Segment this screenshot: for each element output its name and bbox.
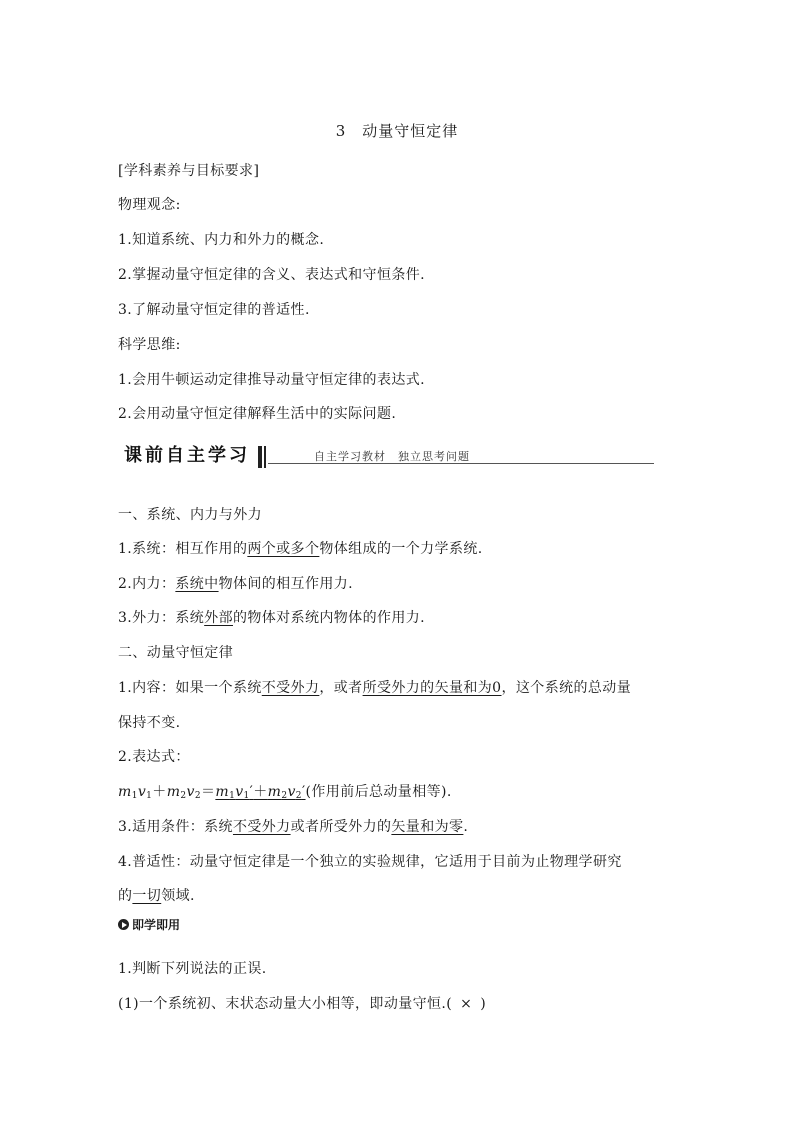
- text: 3.适用条件：系统: [118, 819, 233, 835]
- plus-sign: ＋: [152, 784, 167, 800]
- underlined-answer: 矢量和为零: [391, 819, 464, 835]
- text: ): [480, 996, 487, 1012]
- underlined-answer: 两个或多个: [247, 541, 320, 557]
- underlined-answer: 所受外力的矢量和为0: [362, 680, 502, 696]
- concept-label: 物理观念:: [118, 197, 181, 213]
- text: 2.内力：: [118, 576, 176, 592]
- concept-item: 1.知道系统、内力和外力的概念.: [118, 232, 325, 248]
- underlined-answer: 外部: [204, 610, 233, 626]
- system-definition: [118, 538, 483, 558]
- momentum-formula: [118, 781, 452, 801]
- velocity-symbol: v: [137, 784, 147, 800]
- text: .: [463, 819, 469, 835]
- banner-subtitle: [314, 448, 470, 464]
- text: 的物体对系统内物体的作用力.: [232, 610, 426, 626]
- expression-label: 2.表达式：: [118, 749, 190, 765]
- subscript: 1: [146, 791, 153, 801]
- applicable-conditions: [118, 816, 468, 836]
- underlined-answer: 不受外力: [261, 680, 320, 696]
- banner-title: 课前自主学习: [124, 445, 250, 466]
- section-banner: [118, 444, 654, 470]
- prime-mark: ′: [301, 784, 306, 800]
- subscript: 2: [281, 791, 288, 801]
- mass-symbol: m: [166, 784, 181, 800]
- text: 1.内容：如果一个系统: [118, 680, 262, 696]
- subscript: 2: [194, 791, 201, 801]
- text: 3.外力：系统: [118, 610, 205, 626]
- concept-item: 2.掌握动量守恒定律的含义、表达式和守恒条件.: [118, 267, 426, 283]
- text: 物体组成的一个力学系统.: [319, 541, 483, 557]
- external-force-definition: [118, 607, 425, 627]
- text: ，或者: [319, 680, 363, 696]
- text: 物体间的相互作用力.: [218, 576, 354, 592]
- underlined-answer: 一切: [132, 888, 162, 904]
- thinking-item: 1.会用牛顿运动定律推导动量守恒定律的表达式.: [118, 372, 426, 388]
- formula-note: (作用前后总动量相等).: [305, 784, 452, 800]
- section2-heading: 二、动量守恒定律: [118, 645, 234, 661]
- text: 1.系统：相互作用的: [118, 541, 248, 557]
- velocity-symbol: v: [235, 784, 244, 800]
- mass-symbol: m: [118, 784, 132, 800]
- subscript: 1: [243, 791, 250, 801]
- law-content-cont: 保持不变.: [118, 715, 181, 731]
- text: 领域.: [161, 888, 195, 904]
- question-text: (1)一个系统初、末状态动量大小相等，即动量守恒.(: [118, 996, 453, 1012]
- practice-label: 即学即用: [132, 918, 181, 932]
- mass-symbol: m: [215, 784, 230, 800]
- subscript: 2: [180, 791, 187, 801]
- thinking-label: 科学思维:: [118, 337, 181, 353]
- text: 的: [118, 888, 133, 904]
- prime-mark: ′: [249, 784, 254, 800]
- text: ，这个系统的总动量: [501, 680, 632, 696]
- velocity-symbol: v: [287, 784, 296, 800]
- subscript: 1: [229, 791, 236, 801]
- concept-item: 3.了解动量守恒定律的普适性.: [118, 302, 310, 318]
- banner-divider: [264, 446, 266, 468]
- text: 或者所受外力的: [290, 819, 392, 835]
- question-1-1: [118, 993, 486, 1013]
- velocity-symbol: v: [186, 784, 195, 800]
- banner-divider: [258, 446, 262, 468]
- underlined-answer: [215, 784, 305, 800]
- subscript: 1: [131, 791, 138, 801]
- thinking-item: 2.会用动量守恒定律解释生活中的实际问题.: [118, 406, 397, 422]
- plus-sign: ＋: [253, 784, 268, 800]
- answer-mark: ×: [460, 996, 473, 1012]
- mass-symbol: m: [267, 784, 282, 800]
- banner-subtitle-1: 自主学习教材: [314, 450, 386, 463]
- underlined-answer: 不受外力: [232, 819, 291, 835]
- banner-subtitle-2: 独立思考问题: [398, 450, 470, 463]
- equals-sign: ＝: [200, 784, 216, 800]
- universality: 4.普适性：动量守恒定律是一个独立的实验规律，它适用于目前为止物理学研究: [118, 854, 622, 870]
- internal-force-definition: [118, 573, 353, 593]
- question-1: 1.判断下列说法的正误.: [118, 961, 267, 977]
- practice-heading: [118, 916, 180, 933]
- law-content: [118, 677, 631, 697]
- section1-heading: 一、系统、内力与外力: [118, 507, 262, 523]
- subscript: 2: [295, 791, 302, 801]
- objectives-header: [学科素养与目标要求]: [118, 163, 260, 179]
- page-title: 3 动量守恒定律: [335, 122, 459, 140]
- play-icon: [118, 919, 129, 930]
- underlined-answer: 系统中: [175, 576, 219, 592]
- universality-cont: [118, 885, 195, 905]
